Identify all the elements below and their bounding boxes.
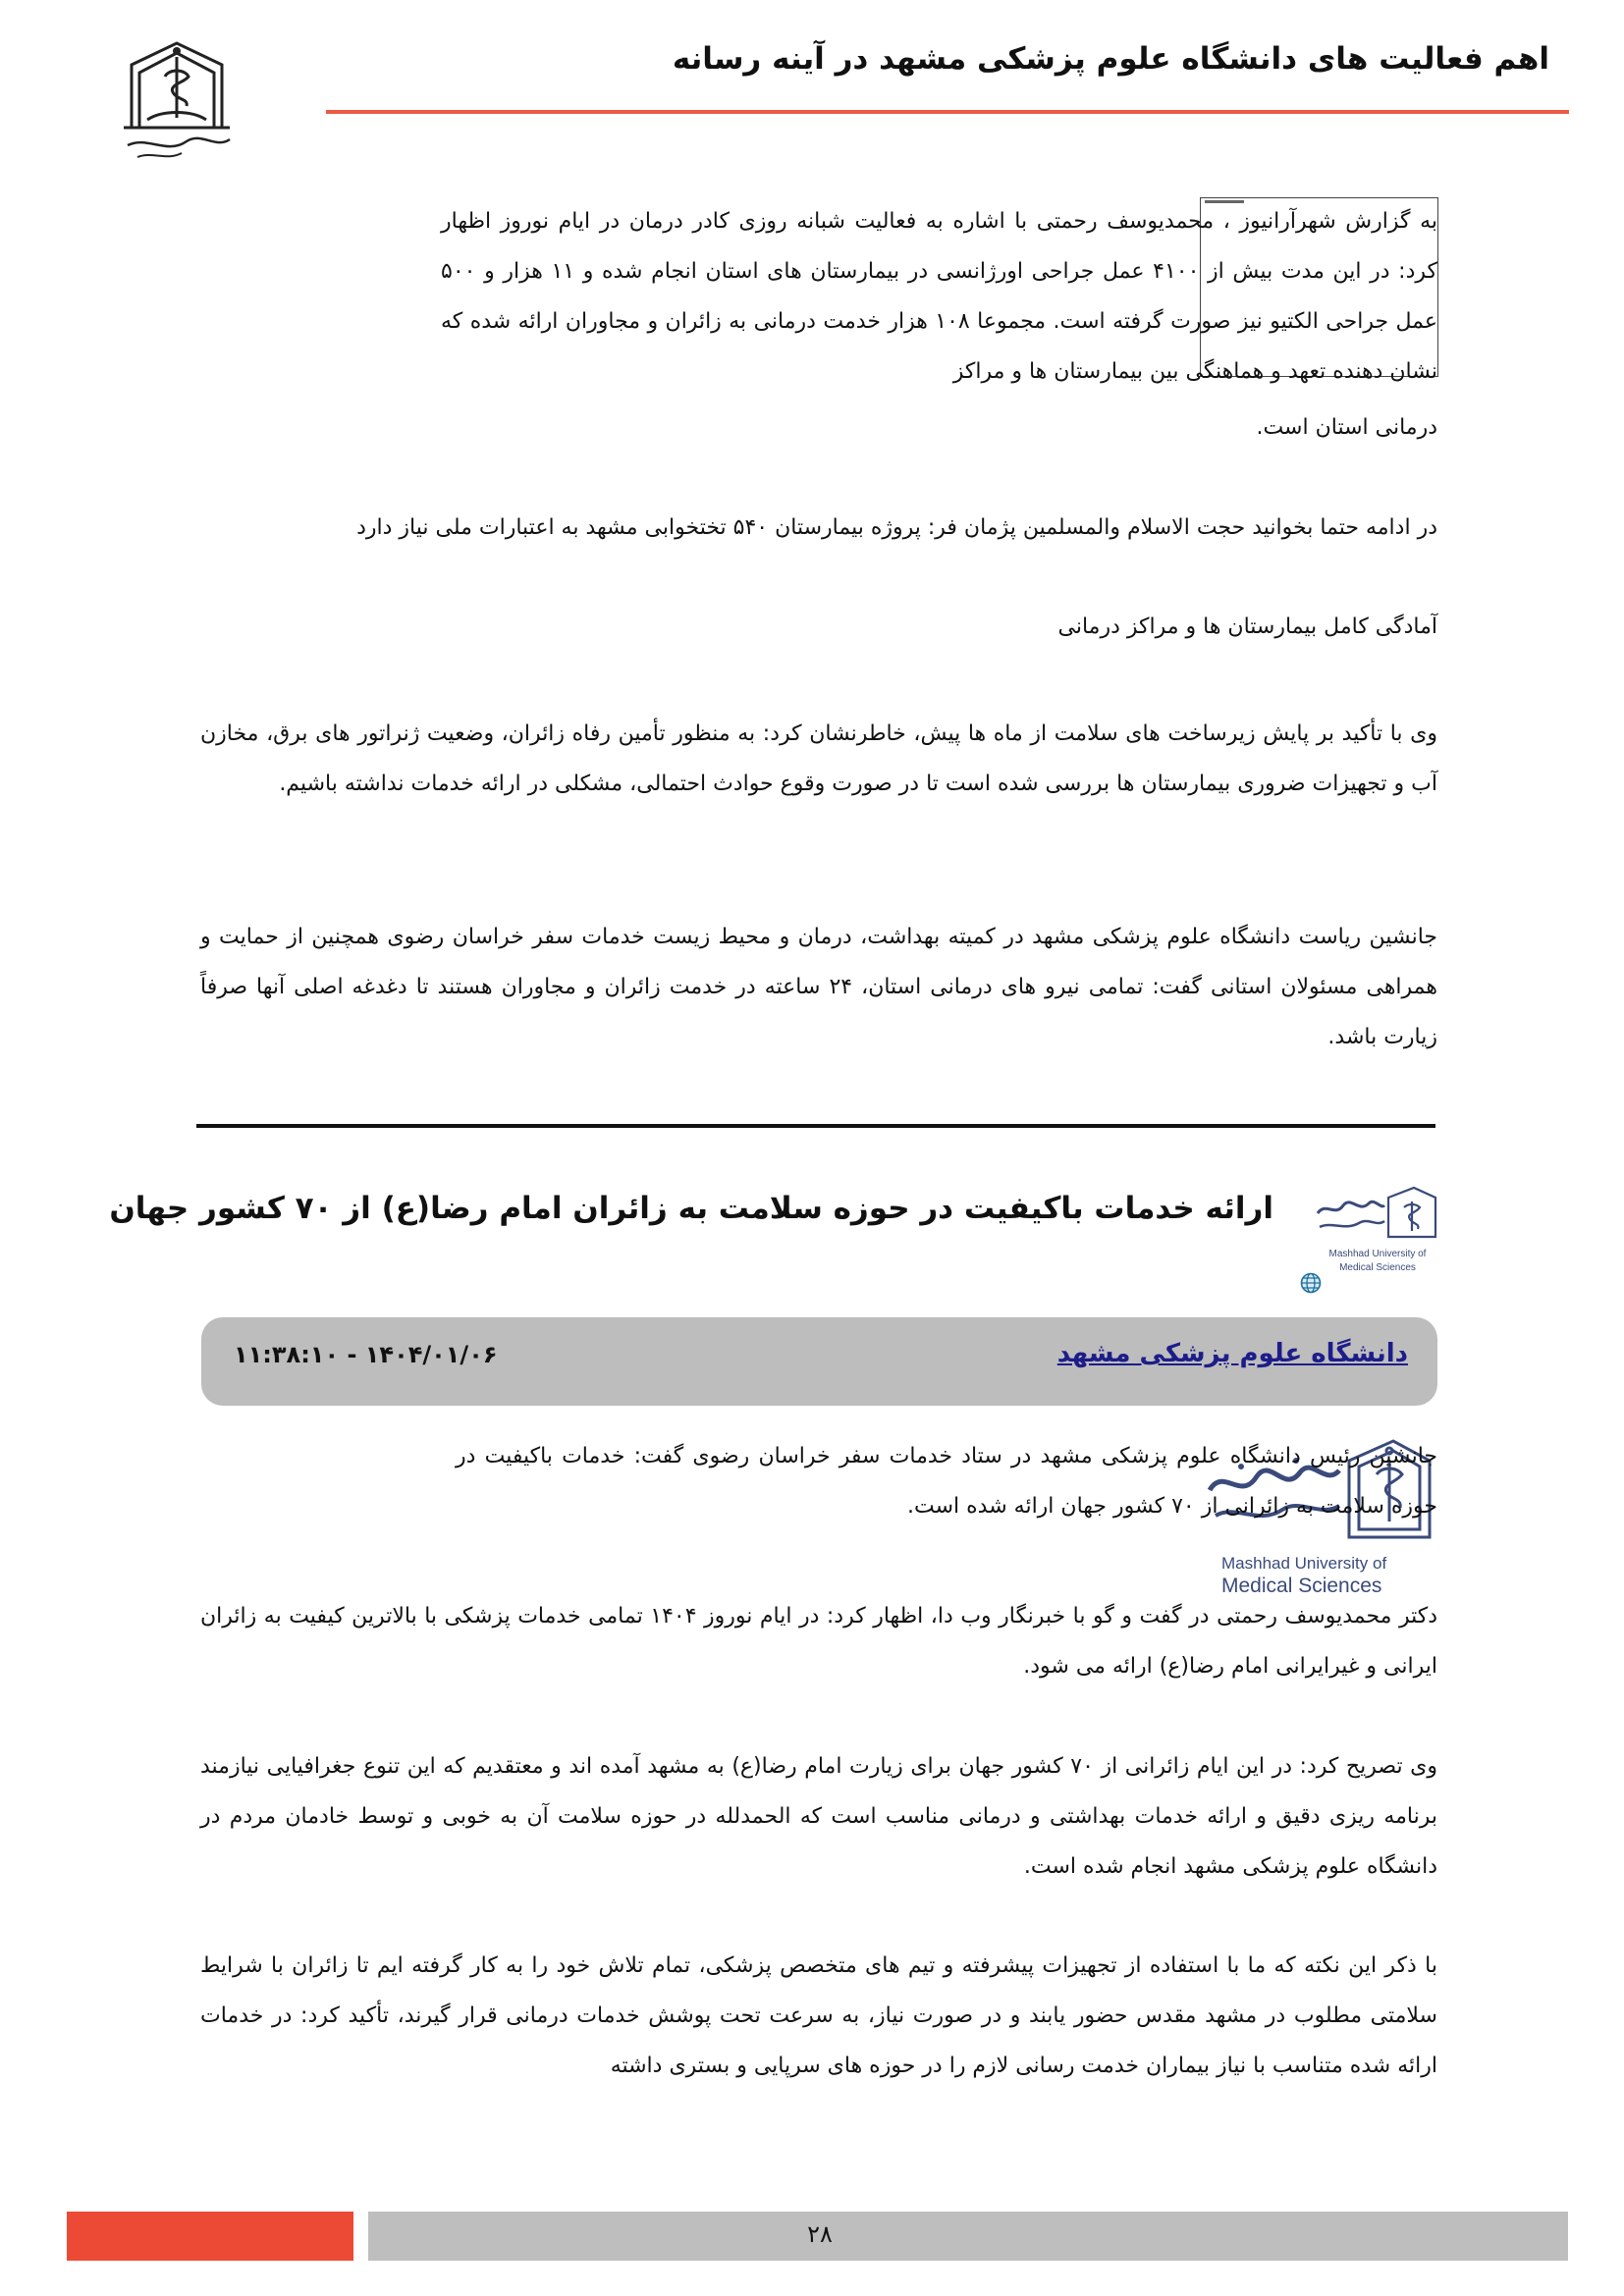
article1-paragraph-4: جانشین ریاست دانشگاه علوم پزشکی مشهد در کمیته بهداشت، درمان و محیط زیست خدمات سفر خراسان رضوی همچنین از حمایت و همراهی مسئولان استانی گفت: تمامی نیرو های درمانی استان، ۲۴ ساعته در خدمت زائران و مجاوران هستند تا دغدغه اصلی آنها صرفاً زیارت باشد. [200,925,1437,1049]
article2-paragraph-4: با ذکر این نکته که ما با استفاده از تجهیزات پیشرفته و تیم های متخصص پزشکی، تمام تلاش خود را به کار گرفته ایم تا زائران با شرایط سلامتی مطلوب در مشهد مقدس حضور یابند و در صورت نیاز، به سرعت تحت پوشش خدمات درمانی قرار گیرند، تأکید کرد: در خدمات ارائه شده متناسب با نیاز بیماران خدمت رسانی لازم را در حوزه های سرپایی و بستری داشته [200,1953,1437,2078]
article1-paragraph-3: وی با تأکید بر پایش زیرساخت های سلامت از ماه ها پیش، خاطرنشان کرد: به منظور تأمین رفاه زائران، وضعیت ژنراتور های برق، مخازن آب و تجهیزات ضروری بیمارستان ها بررسی شده است تا در صورت وقوع حوادث احتمالی، مشکلی در ارائه خدمات نداشته باشیم. [200,721,1437,796]
article2-paragraph-2: دکتر محمدیوسف رحمتی در گفت و گو با خبرنگار وب دا، اظهار کرد: در ایام نوروز ۱۴۰۴ تمامی خدمات پزشکی با بالاترین کیفیت به زائران ایرانی و غیرایرانی امام رضا(ع) ارائه می شود. [200,1604,1438,1679]
article2-paragraph-1: جانشین رئیس دانشگاه علوم پزشکی مشهد در ستاد خدمات سفر خراسان رضوی گفت: خدمات باکیفیت در حوزه سلامت به زائرانی از ۷۰ کشور جهان ارائه شده است. [456,1444,1437,1519]
footer-red-bar [67,2212,353,2261]
article-divider [196,1124,1435,1128]
header-divider [326,110,1569,114]
small-logo-en-line2: Medical Sciences [1339,1262,1416,1273]
article1-paragraph-1-end: درمانی استان است. [1256,415,1437,440]
university-logo-icon [108,29,245,167]
article1-read-more-link[interactable]: در ادامه حتما بخوانید حجت الاسلام والمسلمین پژمان فر: پروژه بیمارستان ۵۴۰ تختخوابی مشهد به اعتبارات ملی نیاز دارد [356,515,1437,540]
footer-gray-bar [368,2212,1568,2261]
news-source-logo-icon [1314,1184,1441,1297]
article2-timestamp: ۱۴۰۴/۰۱/۰۶ - ۱۱:۳۸:۱۰ [234,1341,498,1368]
globe-icon[interactable] [1300,1272,1322,1294]
article2-source-link[interactable]: دانشگاه علوم پزشکی مشهد [1056,1339,1408,1368]
small-logo-en-line1: Mashhad University of [1328,1249,1427,1259]
page-number: ۲۸ [807,2220,833,2248]
mums-logo-en-line2: Medical Sciences [1221,1575,1382,1597]
mums-logo-en-line1: Mashhad University of [1221,1554,1387,1573]
article2-paragraph-3: وی تصریح کرد: در این ایام زائرانی از ۷۰ کشور جهان برای زیارت امام رضا(ع) به مشهد آمده اند و معتقدیم که این تنوع جغرافیایی نیازمند برنامه ریزی دقیق و ارائه خدمات بهداشتی و درمانی مناسب است که الحمدلله در حوزه سلامت آن به خوبی و توسط خادمان مردم در دانشگاه علوم پزشکی مشهد انجام شده است. [200,1754,1437,1879]
article1-subheading: آمادگی کامل بیمارستان ها و مراکز درمانی [1057,614,1437,639]
page-header-title: اهم فعالیت های دانشگاه علوم پزشکی مشهد در آینه رسانه [672,41,1549,77]
article1-paragraph-1: به گزارش شهرآرانیوز ، محمدیوسف رحمتی با اشاره به فعالیت شبانه روزی کادر درمان در ایام نوروز اظهار کرد: در این مدت بیش از ۴۱۰۰ عمل جراحی اورژانسی در بیمارستان های استان انجام شده و ۱۱ هزار و ۵۰۰ عمل جراحی الکتیو نیز صورت گرفته است. مجموعا ۱۰۸ هزار خدمت درمانی به زائران و مجاوران ارائه شده که نشان دهنده تعهد و هماهنگی بین بیمارستان ها و مراکز [441,209,1437,384]
article2-title[interactable]: ارائه خدمات باکیفیت در حوزه سلامت به زائران امام رضا(ع) از ۷۰ کشور جهان [109,1191,1273,1226]
